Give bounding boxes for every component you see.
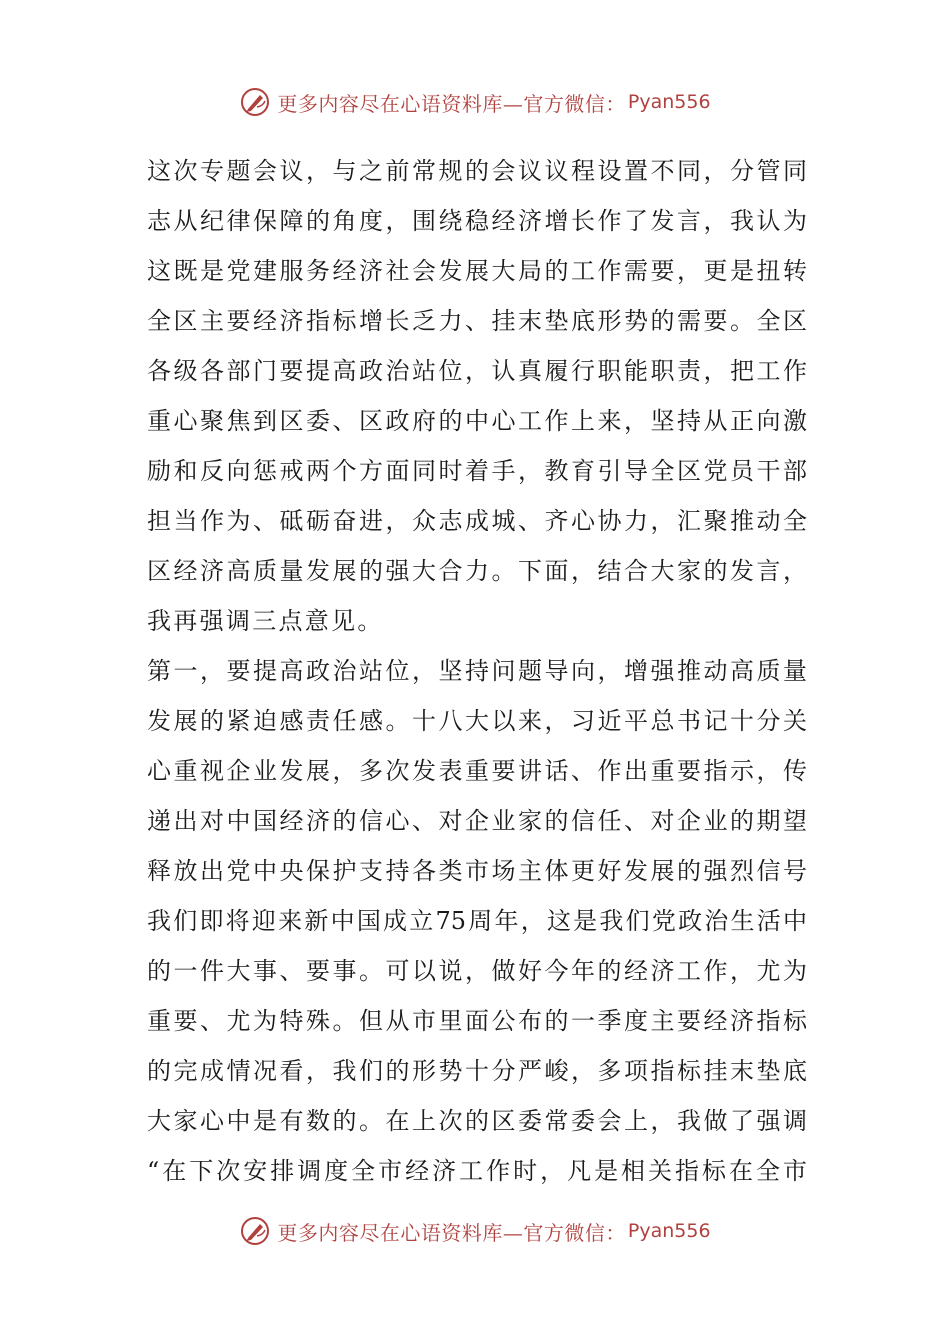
text-line: 发展的紧迫感责任感。十八大以来，习近平总书记十分关 (147, 707, 807, 735)
text-line: 我再强调三点意见。 (147, 607, 384, 635)
text-line: 第一，要提高政治站位，坚持问题导向，增强推动高质量 (147, 657, 807, 685)
text-line: 心重视企业发展，多次发表重要讲话、作出重要指示，传 (147, 757, 807, 785)
text-line: 递出对中国经济的信心、对企业家的信任、对企业的期望 (147, 807, 807, 835)
pen-seal-icon (239, 86, 271, 118)
text-line: 我们即将迎来新中国成立75周年，这是我们党政治生活中 (147, 907, 807, 935)
text-line: 励和反向惩戒两个方面同时着手，教育引导全区党员干部 (147, 457, 807, 485)
watermark-text: 更多内容尽在心语资料库—官方微信： (277, 91, 626, 116)
text-line: 的一件大事、要事。可以说，做好今年的经济工作，尤为 (147, 957, 807, 985)
text-line: 各级各部门要提高政治站位，认真履行职能职责，把工作 (147, 357, 807, 385)
watermark-footer (0, 1211, 950, 1251)
text-line: 全区主要经济指标增长乏力、挂末垫底形势的需要。全区 (147, 307, 807, 335)
watermark-wechat-id: Pyan556 (627, 1220, 711, 1242)
text-line: 区经济高质量发展的强大合力。下面，结合大家的发言， (147, 557, 807, 585)
pen-seal-icon (239, 1215, 271, 1247)
text-line: 大家心中是有数的。在上次的区委常委会上，我做了强调 (147, 1107, 807, 1135)
text-line: 的完成情况看，我们的形势十分严峻，多项指标挂末垫底 (147, 1057, 807, 1085)
text-line: 重要、尤为特殊。但从市里面公布的一季度主要经济指标 (147, 1007, 807, 1035)
watermark-wechat-id: Pyan556 (627, 91, 711, 113)
text-line: “在下次安排调度全市经济工作时，凡是相关指标在全市 (147, 1157, 807, 1185)
watermark-header (0, 82, 950, 122)
document-body (147, 146, 807, 1196)
watermark-text: 更多内容尽在心语资料库—官方微信： (277, 1220, 626, 1245)
text-line: 这既是党建服务经济社会发展大局的工作需要，更是扭转 (147, 257, 807, 285)
text-line: 这次专题会议，与之前常规的会议议程设置不同，分管同 (147, 157, 807, 185)
text-line: 释放出党中央保护支持各类市场主体更好发展的强烈信号 (147, 857, 807, 885)
text-line: 重心聚焦到区委、区政府的中心工作上来，坚持从正向激 (147, 407, 807, 435)
text-line: 志从纪律保障的角度，围绕稳经济增长作了发言，我认为 (147, 207, 807, 235)
text-line: 担当作为、砥砺奋进，众志成城、齐心协力，汇聚推动全 (147, 507, 807, 535)
